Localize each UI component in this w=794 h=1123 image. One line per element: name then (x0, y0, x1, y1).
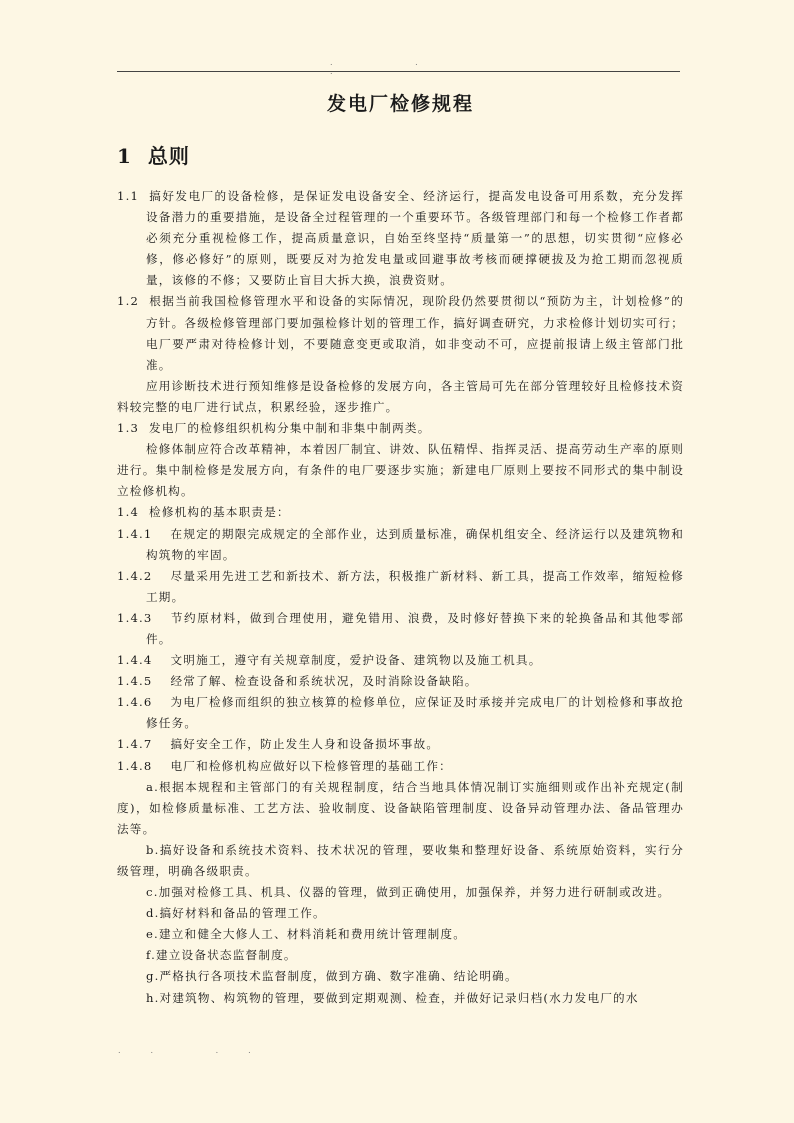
paragraph (117, 650, 684, 671)
paragraph-text: f.建立设备状态监督制度。 (146, 948, 297, 963)
paragraph-text: 经常了解、检查设备和系统状况，及时消除设备缺陷。 (170, 674, 478, 689)
paragraph-text: h.对建筑物、构筑物的管理，要做到定期观测、检查，并做好记录归档(水力发电厂的水 (146, 990, 639, 1005)
paragraph-number: 1.4.5 (117, 674, 153, 689)
paragraph (117, 502, 684, 523)
paragraph-number: 1.2 (117, 294, 140, 309)
paragraph-text: b.搞好设备和系统技术资料、技术状况的管理，要收集和整理好设备、系统原始资料，实行分级管理，明确各级职责。 (117, 842, 684, 878)
paragraph-text: 尽量采用先进工艺和新技术、新方法，积极推广新材料、新工具，提高工作效率，缩短检修工期。 (146, 568, 684, 604)
paragraph-number: 1.4.4 (117, 653, 153, 668)
paragraph-number: 1.4.8 (117, 758, 153, 773)
paragraph-text: c.加强对检修工具、机具、仪器的管理，做到正确使用，加强保养，并努力进行研制或改进。 (146, 885, 671, 900)
paragraph (117, 671, 684, 692)
list-item (117, 840, 684, 882)
paragraph-text: 根据当前我国检修管理水平和设备的实际情况，现阶段仍然要贯彻以“预防为主，计划检修”的方针。各级检修管理部门要加强检修计划的管理工作，搞好调查研究，力求检修计划切实可行；电厂要严肃对待检修计划，不要随意变更或取消，如非变动不可，应提前报请上级主管部门批准。 (146, 294, 684, 372)
paragraph-text: 为电厂检修而组织的独立核算的检修单位，应保证及时承接并完成电厂的计划检修和事故抢修任务。 (146, 695, 684, 731)
paragraph (117, 566, 684, 608)
list-item (117, 966, 684, 987)
paragraph-text: 发电厂的检修组织机构分集中制和非集中制两类。 (149, 421, 431, 436)
paragraph (117, 756, 684, 777)
list-item (117, 777, 684, 840)
list-item (117, 988, 684, 1009)
paragraph-text: 节约原材料，做到合理使用，避免错用、浪费，及时修好替换下来的轮换备品和其他零部件。 (146, 610, 684, 646)
paragraph-text: 搞好安全工作，防止发生人身和设备损坏事故。 (170, 737, 440, 752)
paragraph (117, 418, 684, 439)
paragraph-text: 搞好发电厂的设备检修，是保证发电设备安全、经济运行，提高发电设备可用系数，充分发挥设备潜力的重要措施，是设备全过程管理的一个重要环节。各级管理部门和每一个检修工作者都必须充分重视检修工作，提高质量意识，自始至终坚持“质量第一”的思想，切实贯彻“应修必修，修必修好”的原则，既要反对为抢发电量或回避事故考核而硬撑硬拔及为抢工期而忽视质量，该修的不修；又要防止盲目大拆大换，浪费资财。 (146, 189, 684, 288)
paragraph (117, 608, 684, 650)
list-item (117, 945, 684, 966)
paragraph-number: 1.1 (117, 189, 140, 203)
footer-marks: .. .. (118, 1046, 281, 1055)
section-number: 1 (117, 144, 132, 168)
paragraph-number: 1.3 (117, 421, 140, 436)
paragraph (117, 291, 684, 375)
paragraph-number: 1.4 (117, 505, 140, 520)
paragraph-text: e.建立和健全大修人工、材料消耗和费用统计管理制度。 (146, 927, 466, 942)
paragraph (117, 692, 684, 734)
list-item (117, 924, 684, 945)
document-body (117, 90, 684, 1009)
paragraph (117, 524, 684, 566)
paragraph (117, 734, 684, 755)
paragraph-number: 1.4.1 (117, 526, 153, 541)
section-title: 总则 (147, 144, 190, 168)
list-item (117, 903, 684, 924)
paragraph-number: 1.4.3 (117, 610, 153, 625)
paragraph-text: 应用诊断技术进行预知维修是设备检修的发展方向，各主管局可先在部分管理较好且检修技术资料较完整的电厂进行试点，积累经验，逐步推广。 (117, 378, 684, 414)
paragraph-number: 1.4.2 (117, 568, 153, 583)
header-marks: . . . (330, 58, 458, 76)
paragraph-text: 在规定的期限完成规定的全部作业，达到质量标准，确保机组安全、经济运行以及建筑物和构筑物的牢固。 (146, 526, 684, 562)
paragraph-text: 检修体制应符合改革精神，本着因厂制宜、讲效、队伍精悍、指挥灵活、提高劳动生产率的原则进行。集中制检修是发展方向，有条件的电厂要逐步实施；新建电厂原则上要按不同形式的集中制设立检修机构。 (117, 442, 684, 499)
paragraph-text: d.搞好材料和备品的管理工作。 (146, 906, 326, 921)
paragraph-number: 1.4.7 (117, 737, 153, 752)
document-title: 发电厂检修规程 (326, 93, 474, 115)
paragraph-text: a.根据本规程和主管部门的有关规程制度，结合当地具体情况制订实施细则或作出补充规定(制度)，如检修质量标准、工艺方法、验收制度、设备缺陷管理制度、设备异动管理办法、备品管理办法等。 (117, 779, 684, 836)
section-heading (117, 142, 684, 170)
list-item (117, 882, 684, 903)
paragraph (117, 186, 684, 291)
paragraph-number: 1.4.6 (117, 695, 153, 710)
paragraph-text: 检修机构的基本职责是： (149, 505, 290, 520)
paragraph-text: g.严格执行各项技术监督制度，做到方确、数字准确、结论明确。 (146, 969, 518, 984)
paragraph (117, 376, 684, 418)
paragraph (117, 439, 684, 502)
paragraph-text: 文明施工，遵守有关规章制度，爱护设备、建筑物以及施工机具。 (170, 653, 542, 668)
paragraph-text: 电厂和检修机构应做好以下检修管理的基础工作： (170, 758, 452, 773)
